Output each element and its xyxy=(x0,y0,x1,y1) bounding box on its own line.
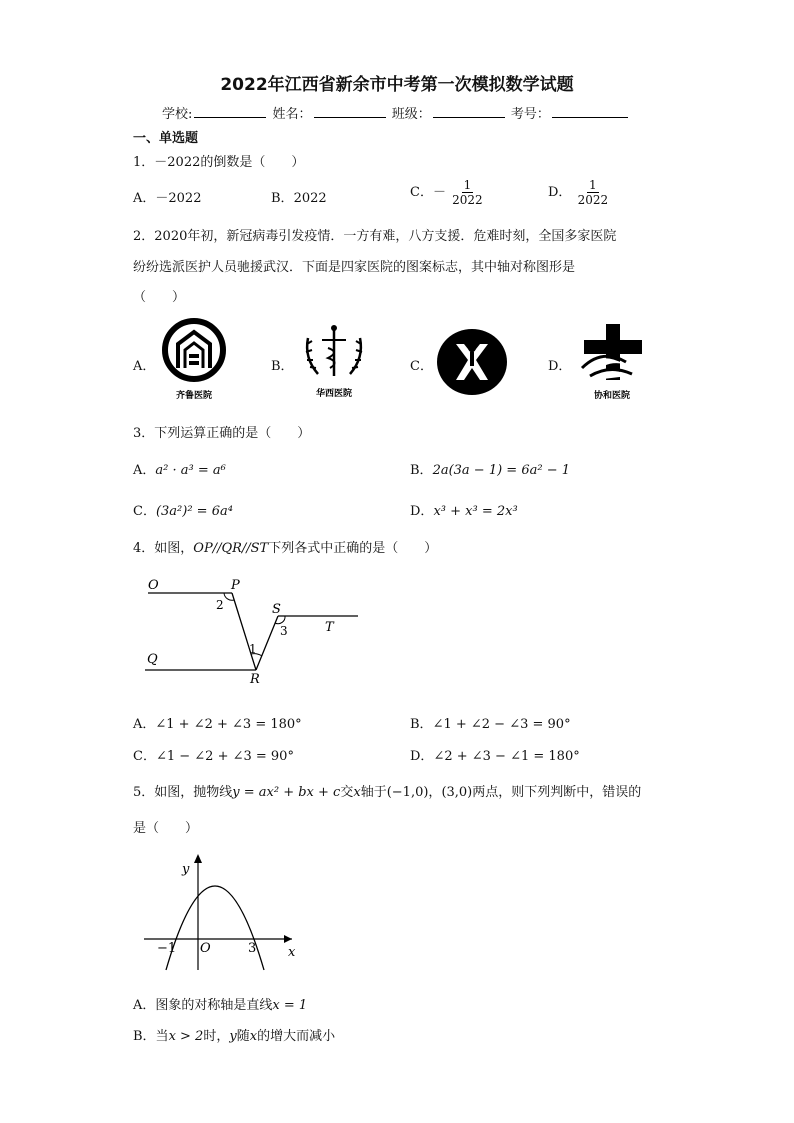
q3-option-b[interactable] xyxy=(410,459,570,478)
option-text: 时， xyxy=(203,1029,230,1044)
qilu-caption: 齐鲁医院 xyxy=(175,391,213,401)
stem-math: x xyxy=(353,785,361,800)
q3-option-c[interactable] xyxy=(133,500,233,519)
stem-text: 交 xyxy=(340,785,354,800)
label-p: P xyxy=(231,578,240,593)
option-label: C． xyxy=(410,185,433,200)
stem-text: ， xyxy=(428,785,442,800)
option-value: ∠1 + ∠2 − ∠3 = 90° xyxy=(432,717,571,732)
option-label: C． xyxy=(133,749,156,764)
school-label: 学校: xyxy=(162,107,193,122)
parabola-curve xyxy=(166,886,264,970)
q4-figure xyxy=(140,572,370,687)
school-field[interactable] xyxy=(194,105,266,118)
option-text: 随 xyxy=(236,1029,250,1044)
stem-math: (−1,0) xyxy=(386,785,429,800)
x-axis-arrow xyxy=(284,935,292,943)
option-label: D． xyxy=(410,749,434,764)
option-label: D． xyxy=(548,185,572,200)
numerator: 1 xyxy=(463,178,472,192)
option-value: 2a(3a − 1) = 6a² − 1 xyxy=(432,463,570,478)
label-angle-1: 1 xyxy=(249,642,257,656)
stem-math: (3,0) xyxy=(441,785,473,800)
q3-option-d[interactable] xyxy=(410,500,518,519)
exam-no-field[interactable] xyxy=(552,105,628,118)
denominator: 2022 xyxy=(452,193,483,207)
tick-3: 3 xyxy=(248,941,257,956)
q1-option-c[interactable] xyxy=(410,178,485,207)
option-math: x xyxy=(249,1029,258,1044)
q1-option-a[interactable] xyxy=(133,187,201,206)
q2-option-d-label[interactable]: D． xyxy=(548,359,572,374)
xiehe-caption: 协和医院 xyxy=(593,391,631,401)
q3-option-a[interactable] xyxy=(133,459,226,478)
q2-option-b-label[interactable]: B． xyxy=(271,359,294,374)
student-info-line xyxy=(162,103,630,122)
stem-text: 4．如图， xyxy=(133,541,194,556)
label-angle-3: 3 xyxy=(280,624,288,638)
option-text: 的增大而减小 xyxy=(257,1029,336,1044)
stem-math: OP//QR//ST xyxy=(193,541,269,556)
option-label: A． xyxy=(133,191,156,206)
q2-option-a-label[interactable]: A． xyxy=(133,359,156,374)
q2-option-c-label[interactable]: C． xyxy=(410,359,433,374)
q3-stem: 3．下列运算正确的是（ ） xyxy=(133,426,311,441)
fraction xyxy=(450,178,485,207)
label-angle-2: 2 xyxy=(216,598,224,612)
xiehe-hospital-logo xyxy=(576,320,652,402)
stem-text: 下列各式中正确的是（ ） xyxy=(268,541,438,556)
option-text: A．图象的对称轴是直线 xyxy=(133,998,273,1013)
label-r: R xyxy=(250,672,260,687)
option-label: A． xyxy=(133,463,156,478)
name-label: 姓名： xyxy=(272,107,312,122)
q1-option-b[interactable] xyxy=(271,187,327,206)
label-o: O xyxy=(148,578,159,593)
stem-text: 5．如图，抛物线 xyxy=(133,785,233,800)
q1-option-d[interactable] xyxy=(548,178,610,207)
denominator: 2022 xyxy=(577,193,609,207)
q5-option-b[interactable] xyxy=(133,1025,335,1044)
x-axis-label: x xyxy=(288,945,296,960)
class-field[interactable] xyxy=(433,105,505,118)
option-label: A． xyxy=(133,717,156,732)
minus-sign: － xyxy=(432,185,446,200)
tick-minus-1: −1 xyxy=(157,941,177,956)
option-math: x = 1 xyxy=(272,998,308,1013)
q5-parabola-figure xyxy=(142,848,302,973)
y-axis-arrow xyxy=(194,854,202,863)
option-label: D． xyxy=(410,504,434,519)
origin-label: O xyxy=(200,941,211,956)
option-value: －2022 xyxy=(155,191,202,206)
option-label: B． xyxy=(410,717,433,732)
huaxi-hospital-logo xyxy=(298,318,370,402)
option-value: (3a²)² = 6a⁴ xyxy=(155,504,233,519)
q2-stem-line3: （ ） xyxy=(133,290,186,305)
q2-stem-line2: 纷纷选派医护人员驰援武汉．下面是四家医院的图案标志，其中轴对称图形是 xyxy=(133,260,576,275)
option-value: x³ + x³ = 2x³ xyxy=(433,504,518,519)
option-value: ∠1 − ∠2 + ∠3 = 90° xyxy=(155,749,294,764)
fraction xyxy=(576,178,611,207)
segment-pr xyxy=(232,593,256,670)
stem-text: 两点，则下列判断中，错误的 xyxy=(472,785,642,800)
q1-stem: 1．－2022的倒数是（ ） xyxy=(133,155,305,170)
stem-math: y = ax² + bx + c xyxy=(232,785,341,800)
q4-option-c[interactable] xyxy=(133,745,294,764)
y-axis-label: y xyxy=(182,862,190,877)
option-value: ∠1 + ∠2 + ∠3 = 180° xyxy=(155,717,302,732)
q5-stem-line1 xyxy=(133,781,641,800)
option-label: B． xyxy=(410,463,433,478)
label-q: Q xyxy=(147,652,158,667)
label-t: T xyxy=(325,620,334,635)
option-text: B．当 xyxy=(133,1029,169,1044)
section-heading: 一、单选题 xyxy=(133,131,199,146)
q5-option-a[interactable] xyxy=(133,994,307,1013)
option-value: a² · a³ = a⁶ xyxy=(155,463,226,478)
huaxi-caption: 华西医院 xyxy=(315,389,353,399)
option-label: C． xyxy=(133,504,156,519)
numerator: 1 xyxy=(589,178,597,192)
hospital-c-logo xyxy=(434,326,510,398)
q2-stem-line1: 2．2020年初，新冠病毒引发疫情．一方有难，八方支援．危难时刻，全国多家医院 xyxy=(133,229,617,244)
option-math: x > 2 xyxy=(168,1029,204,1044)
exam-no-label: 考号： xyxy=(510,107,550,122)
option-value: 2022 xyxy=(293,191,327,206)
name-field[interactable] xyxy=(314,105,386,118)
q5-stem-line2: 是（ ） xyxy=(133,821,199,836)
q4-stem xyxy=(133,537,437,556)
q4-option-a[interactable] xyxy=(133,713,302,732)
q4-option-d[interactable] xyxy=(410,745,580,764)
option-value: ∠2 + ∠3 − ∠1 = 180° xyxy=(433,749,580,764)
label-s: S xyxy=(272,602,281,617)
stem-text: 轴于 xyxy=(360,785,387,800)
option-label: B． xyxy=(271,191,294,206)
option-math: y xyxy=(229,1029,237,1044)
segment-rs xyxy=(256,616,278,670)
qilu-hospital-logo xyxy=(158,318,230,402)
q4-option-b[interactable] xyxy=(410,713,571,732)
class-label: 班级： xyxy=(391,107,431,122)
page-title: 2022年江西省新余市中考第一次模拟数学试题 xyxy=(220,75,574,95)
